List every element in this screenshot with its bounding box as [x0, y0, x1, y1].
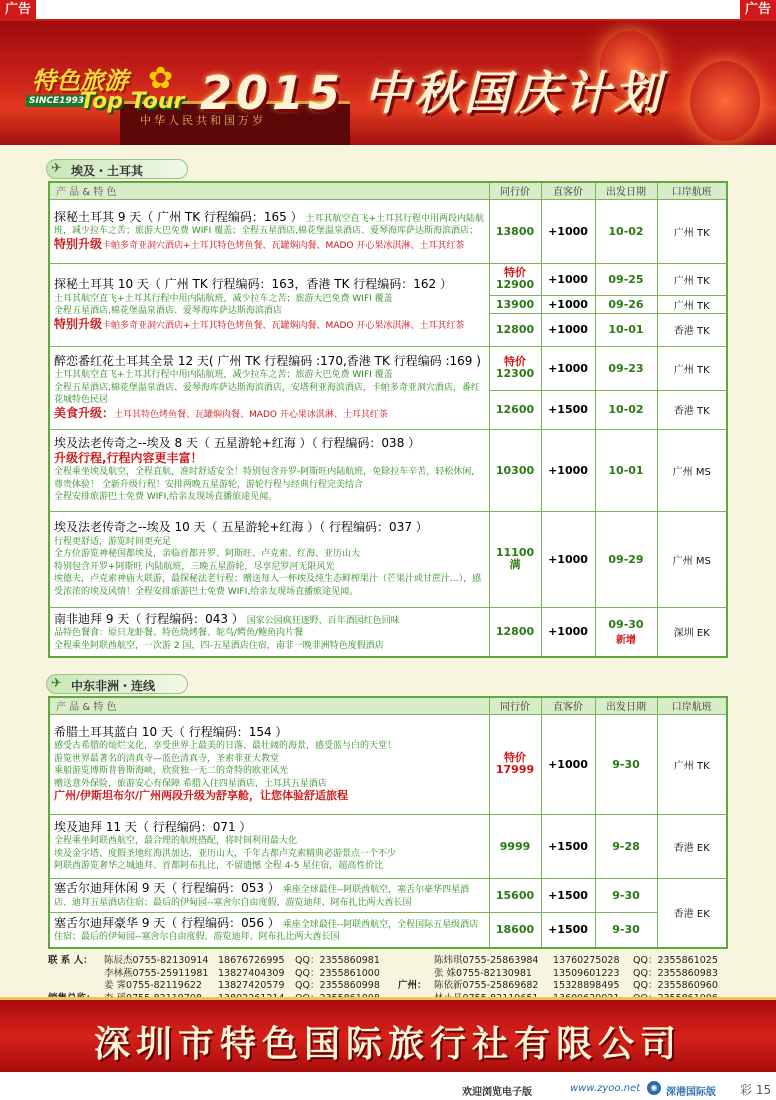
tour-name: 南非迪拜 9 天（ 行程编码：043 ） [54, 611, 244, 626]
col-header-departure: 出发日期 [595, 182, 657, 199]
col-header-product: 产 品 & 特 色 [49, 697, 489, 714]
tour-flights: 特别包含开罗+阿斯旺 内陆航班，三晚五星游轮，尽享尼罗河无限风光 [54, 561, 335, 572]
price-value: 12300 [495, 367, 535, 380]
tour-highlight: 特别升级 [54, 236, 103, 251]
tour-features: 行程更舒适，游览时间更充足 [54, 536, 172, 547]
direct-price-add: +1000 [541, 511, 595, 607]
port-flight: 香港 EK [657, 878, 727, 948]
contact-qq: QQ：2355861000 [295, 967, 380, 979]
direct-price-add: +1000 [541, 429, 595, 511]
section-title: 埃及・土耳其 [71, 164, 144, 178]
departure-date: 10-01 [595, 429, 657, 511]
contact-row [48, 980, 738, 993]
visit-text: 欢迎浏览电子版 [462, 1087, 532, 1098]
airplane-icon: ✈ [51, 161, 62, 176]
gate-inscription: 中华人民共和国万岁 [140, 114, 266, 127]
port-flight: 广州 TK [657, 199, 727, 263]
table-row [49, 607, 727, 657]
tour-highlight: 美食升级： [54, 405, 115, 420]
tour-description [49, 912, 489, 948]
lantern-decoration [690, 61, 760, 141]
direct-price-add: +1500 [541, 912, 595, 948]
contact-label: 联 系 人： [48, 955, 93, 966]
tour-description [49, 714, 489, 814]
contact-qq: QQ：2355860960 [633, 980, 718, 991]
section-header-middle-east-africa [46, 674, 188, 694]
tour-description [49, 263, 489, 346]
direct-price-add: +1000 [541, 607, 595, 657]
tour-upgrade: 卡帕多奇亚洞穴酒店+土耳其特色烤鱼餐、瓦罐焖肉餐、MADO 开心果冰淇淋、土耳其红茶 [102, 240, 465, 251]
departure-date [595, 607, 657, 657]
ad-label-left: 广告 [0, 0, 36, 20]
peer-price [489, 346, 541, 390]
tour-name: 塞舌尔迪拜豪华 9 天（ 行程编码：056 ） [54, 915, 280, 930]
contact-mobile: 13760275028 [553, 955, 620, 966]
table-row [49, 714, 727, 814]
contact-mobile: 13827420579 [218, 980, 285, 991]
ad-label-right: 广告 [740, 0, 776, 20]
tour-features: 土耳其航空直飞+土耳其行程中用内陆航班，减少拉车之苦；旅游大巴免费 WIFI 覆盖 [54, 370, 393, 381]
tour-upgrade: 卡帕多奇亚洞穴酒店+土耳其特色烤鱼餐、瓦罐焖肉餐、MADO 开心果冰淇淋、土耳其红茶 [102, 320, 465, 331]
tour-features: 乘座全球最佳--阿联酋航空，塞舌尔豪华四星酒店、迪拜五星酒店住宿；最后的伊甸园--塞舍尔自由度假，游览迪拜、阿布扎比两大酋长国 [54, 885, 470, 908]
header-banner [0, 21, 776, 145]
contact-qq: QQ：2355860983 [633, 967, 718, 979]
port-flight: 广州 TK [657, 263, 727, 295]
page-footer [0, 1072, 776, 1100]
direct-price-add: +1000 [541, 263, 595, 295]
departure-date: 9-30 [595, 714, 657, 814]
tour-features: 乘座全球最佳--阿联酋航空，全程国际五星级酒店住宿；最后的伊甸园--塞舍尔自由度假，游览迪拜、阿布扎比两大酋长国 [54, 919, 479, 943]
table-row [49, 199, 727, 263]
tour-features: 土耳其航空直飞+土耳其行程中用内陆航班，减少拉车之苦；旅游大巴免费 WIFI 覆盖 [54, 293, 393, 304]
edition-icon: ◉ [647, 1081, 661, 1095]
departure-date: 09-23 [595, 346, 657, 390]
departure-date: 10-02 [595, 199, 657, 263]
direct-price-add: +1000 [541, 295, 595, 313]
tour-cruise: 乘船游览博斯普鲁斯海峡，欣赏独一无二的奇特的欧亚风光 [54, 766, 289, 776]
tour-features: 感受古希腊的灿烂文化，享受世界上最美的日落、最壮阔的海景，感受蓝与白的天堂！ [54, 741, 397, 751]
website-link[interactable]: www.zyoo.net [570, 1083, 641, 1094]
tour-name: 醉恋番红花土耳其全景 12 天( 广州 TK 行程编码 :170,香港 TK 行程编码 :169 ) [54, 353, 481, 368]
peer-price: 12800 [489, 607, 541, 657]
contact-row [48, 968, 738, 981]
direct-price-add: +1000 [541, 346, 595, 390]
col-header-peer-price: 同行价 [489, 182, 541, 199]
port-flight: 广州 MS [657, 511, 727, 607]
date-value: 09-30 [608, 617, 644, 631]
port-flight: 广州 TK [657, 295, 727, 313]
contact-row [48, 955, 738, 968]
peer-price: 9999 [489, 814, 541, 878]
logo-en: Top Tour [80, 89, 185, 114]
sunflower-icon: ✿ [148, 61, 174, 96]
guangzhou-label: 广州： [398, 980, 427, 991]
tour-description [49, 878, 489, 912]
logo-text: 特色旅游 [32, 67, 128, 95]
section-title: 中东非洲・连线 [71, 679, 156, 693]
tour-hotels: 赠送意外保险，旅游安心有保障 希腊入住四星酒店，土耳其五星酒店 [54, 778, 327, 789]
peer-price [489, 714, 541, 814]
tour-extras: 埃德夫，卢克索神庙大联游，最探秘法老行程；赠送每人一杯埃及纯生态鲜榨果汁（芒果汁或甘蔗汁...），感受浓浓的埃及风情！全程安排旅游巴士免费 WIFI,给亲友现场直播旅途见闻。 [54, 574, 482, 597]
tour-upgrade: 土耳其特色烤鱼餐、瓦罐焖肉餐、MADO 开心果冰淇淋、土耳其红茶 [114, 409, 388, 420]
contact-qq: QQ：2355861025 [633, 955, 718, 966]
tour-description [49, 199, 489, 263]
port-flight: 香港 TK [657, 313, 727, 346]
contact-phone: 陈炜琪0755-25863984 [434, 955, 539, 966]
departure-date: 09-29 [595, 511, 657, 607]
special-price-tag: 特价 [504, 751, 526, 764]
tour-tagline: 国家公园疯狂逐野，百年酒园红色回味 [246, 615, 400, 626]
peer-price [489, 511, 541, 607]
direct-price-add: +1500 [541, 814, 595, 878]
tour-hotels: 全程五星酒店,棉花堡温泉酒店、爱琴海库萨达斯海滨酒店，安塔利亚海滨酒店，卡帕多奇亚洞穴酒店，番红花城特色民居 [54, 382, 480, 406]
table-header-row [49, 182, 727, 199]
departure-date: 9-30 [595, 912, 657, 948]
port-flight: 广州 MS [657, 429, 727, 511]
tour-features: 品特色餐食：原只龙虾餐、特色烧烤餐、鸵鸟/鳄鱼/鲍鱼肉片餐 [54, 628, 304, 638]
tour-table-middle-east-africa [48, 696, 728, 949]
special-price-tag: 特价 [504, 355, 526, 368]
page-title: 2015 中秋国庆计划 [200, 66, 665, 120]
direct-price-add: +1000 [541, 199, 595, 263]
tour-wifi: 全程安排旅游巴士免费 WIFI,给亲友现场直播旅途见闻。 [54, 492, 278, 503]
direct-price-add: +1500 [541, 878, 595, 912]
table-row [49, 912, 727, 948]
col-header-direct-price: 直客价 [541, 697, 595, 714]
special-price-tag: 特价 [504, 266, 526, 279]
tour-hotels: 全程五星酒店,棉花堡温泉酒店、爱琴海库萨达斯海滨酒店 [54, 306, 282, 316]
tour-highlight: 特别升级 [54, 316, 103, 331]
contact-qq: QQ：2355860998 [295, 980, 380, 991]
tour-name: 埃及法老传奇之--埃及 10 天（ 五星游轮+红海 ）（ 行程编码：037 ） [54, 520, 428, 534]
tour-name: 埃及法老传奇之--埃及 8 天（ 五星游轮+红海 ）（ 行程编码：038 ） [54, 436, 421, 451]
tour-sights: 游览世界最著名的清真寺—蓝色清真寺，圣索菲亚大教堂 [54, 753, 280, 764]
contact-phone: 李林燕0755-25911981 [104, 967, 209, 979]
contact-phone: 姜 霁0755-82119622 [104, 980, 202, 991]
tour-name: 埃及迪拜 11 天（ 行程编码：071 ） [54, 819, 252, 834]
departure-date: 10-02 [595, 390, 657, 429]
tour-name: 希腊土耳其蓝白 10 天（ 行程编码：154 ） [54, 724, 288, 739]
price-value: 17999 [495, 763, 535, 776]
tour-features: 土耳其航空直飞+土耳其行程中用两段内陆航班，减少拉车之苦；旅游大巴免费 WIFI 覆盖；全程五星酒店,棉花堡温泉酒店、爱琴海库萨达斯海滨酒店； [54, 213, 485, 237]
port-flight: 广州 TK [657, 714, 727, 814]
contact-mobile: 18676726995 [218, 955, 285, 966]
tour-description [49, 814, 489, 878]
col-header-peer-price: 同行价 [489, 697, 541, 714]
table-row [49, 814, 727, 878]
tour-description [49, 346, 489, 429]
col-header-product: 产 品 & 特 色 [49, 182, 489, 199]
tour-description [49, 429, 489, 511]
port-flight: 香港 EK [657, 814, 727, 878]
direct-price-add: +1500 [541, 390, 595, 429]
contact-phone: 张 姝0755-82130981 [434, 967, 532, 979]
logo-since: SINCE1993 [26, 95, 87, 107]
tour-description [49, 607, 489, 657]
peer-price: 10300 [489, 429, 541, 511]
peer-price: 13800 [489, 199, 541, 263]
tour-sights: 全方位游览神秘国都埃及，亲临首都开罗、阿斯旺、卢克索、红海、亚历山大 [54, 549, 361, 559]
departure-date: 9-28 [595, 814, 657, 878]
port-flight: 广州 TK [657, 346, 727, 390]
airplane-icon: ✈ [51, 676, 62, 691]
contact-qq: QQ：2355860981 [295, 955, 380, 966]
price-value: 12900 [495, 278, 535, 291]
contact-phone: 陈依新0755-25869682 [434, 980, 539, 991]
tour-hotels: 阿联酋游览奢华之城迪拜、首都阿布扎比，不留遗憾 全程 4-5 星住宿，超高性价比 [54, 861, 384, 871]
contact-mobile: 13509601223 [553, 967, 620, 979]
tour-sights: 埃及金字塔、度假圣地红海洪加达，亚历山大，千年古都卢克索精典必游景点一个不少 [54, 848, 397, 859]
departure-date: 09-25 [595, 263, 657, 295]
tour-description [49, 511, 489, 607]
port-flight: 香港 TK [657, 390, 727, 429]
departure-date: 9-30 [595, 878, 657, 912]
tour-highlight: 升级行程,行程内容更丰富！ [54, 450, 203, 465]
table-row [49, 878, 727, 912]
col-header-port: 口岸航班 [657, 182, 727, 199]
tour-highlight: 广州/伊斯坦布尔/广州两段升级为舒享舱，让您体验舒适旅程 [54, 789, 349, 802]
peer-price: 12600 [489, 390, 541, 429]
col-header-port: 口岸航班 [657, 697, 727, 714]
tour-hotels: 全程乘坐阿联酋航空，一次游 2 国，四-五星酒店住宿，南非一晚非洲特色度假酒店 [54, 640, 384, 651]
contact-mobile: 15328898495 [553, 980, 620, 991]
contact-phone: 陈辰杰0755-82130914 [104, 955, 209, 966]
tour-name: 塞舌尔迪拜休闲 9 天（ 行程编码：053 ） [54, 881, 280, 895]
direct-price-add: +1000 [541, 714, 595, 814]
company-logo [20, 61, 190, 131]
col-header-direct-price: 直客价 [541, 182, 595, 199]
tour-features: 全程乘坐埃及航空，全程直航，准时舒适安全！特别包含开罗-阿斯旺内陆航班，免除拉车辛苦，轻松休闲，尊贵体验！ 全新升级行程！安排两晚五星游轮，游轮行程与经典行程完美结合 [54, 467, 481, 490]
tour-features: 全程乘坐阿联酋航空，最合理的航班搭配，将时间利用最大化 [54, 836, 298, 846]
tour-name: 探秘土耳其 9 天（ 广州 TK 行程编码：165 ） [54, 209, 303, 224]
departure-date: 09-26 [595, 295, 657, 313]
section-header-egypt-turkey [46, 159, 188, 179]
company-name: 深圳市特色国际旅行社有限公司 [93, 1024, 682, 1065]
content-area [0, 145, 776, 997]
direct-price-add: +1000 [541, 313, 595, 346]
table-row [49, 346, 727, 390]
peer-price: 13900 [489, 295, 541, 313]
price-value: 11100 [495, 546, 535, 559]
contact-mobile: 13827404309 [218, 967, 285, 979]
full-badge: 满 [509, 558, 521, 571]
page-number: 彩 15 [740, 1083, 772, 1097]
col-header-departure: 出发日期 [595, 697, 657, 714]
table-row [49, 429, 727, 511]
peer-price: 15600 [489, 878, 541, 912]
peer-price: 12800 [489, 313, 541, 346]
new-badge: 新增 [616, 634, 636, 646]
tour-table-egypt-turkey [48, 181, 728, 658]
departure-date: 10-01 [595, 313, 657, 346]
table-row [49, 263, 727, 295]
tour-name: 探秘土耳其 10 天（ 广州 TK 行程编码：163，香港 TK 行程编码：162 ） [54, 277, 452, 291]
peer-price: 18600 [489, 912, 541, 948]
peer-price [489, 263, 541, 295]
footer-banner [0, 997, 776, 1072]
table-row [49, 511, 727, 607]
port-flight: 深圳 EK [657, 607, 727, 657]
table-header-row [49, 697, 727, 714]
edition-label: 深港国际版 [666, 1087, 716, 1098]
